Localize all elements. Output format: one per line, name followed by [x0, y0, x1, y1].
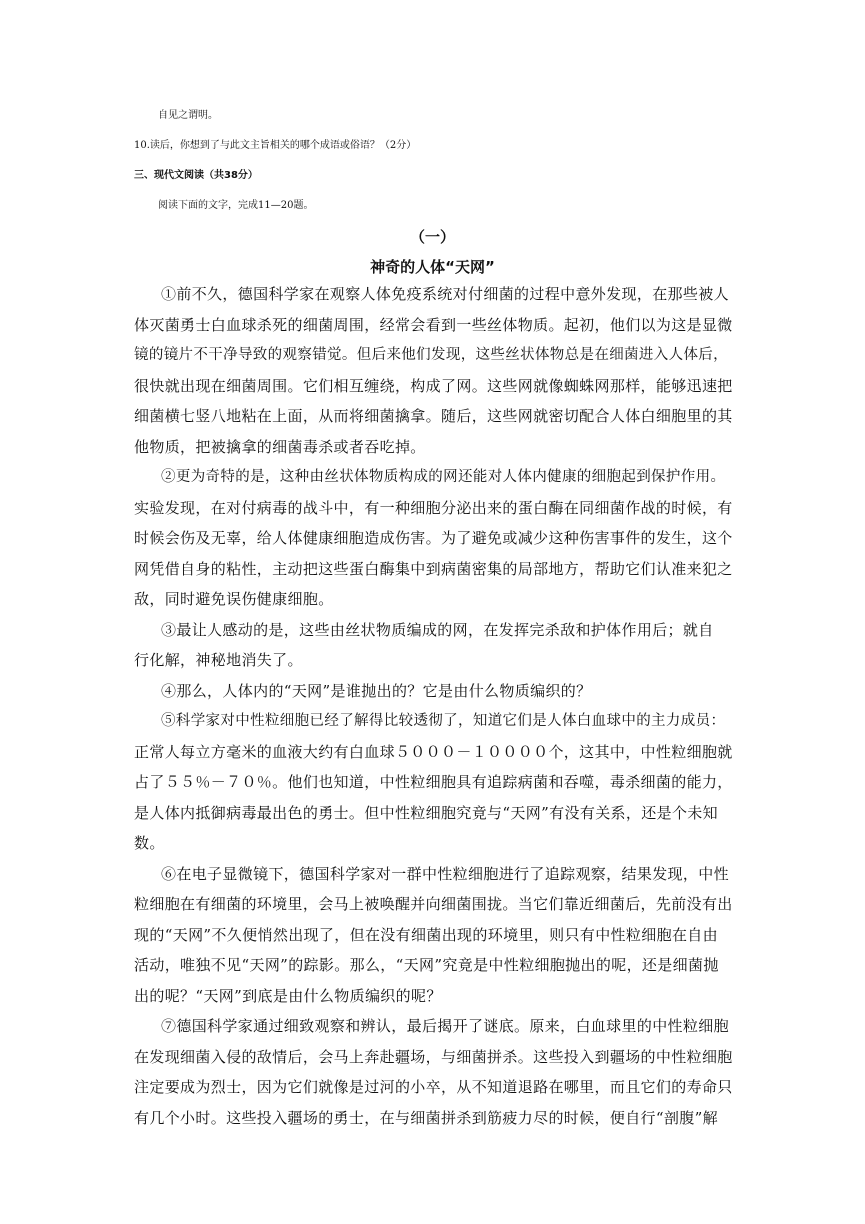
paragraph-2-line: ②更为奇特的是，这种由丝状体物质构成的网还能对人体内健康的细胞起到保护作用。	[161, 469, 726, 485]
article-title: 神奇的人体“天网”	[370, 258, 495, 276]
article-body	[134, 284, 734, 1138]
paragraph-1-line: 细菌横七竖八地粘在上面，从而将细菌擒拿。随后，这些网就密切配合人体白细胞里的其	[134, 407, 733, 425]
paragraph-6-line: 活动，唯独不见“天网”的踪影。那么，“天网”究竟是中性粒细胞抛出的呢，还是细菌抛	[134, 956, 719, 974]
paragraph-2-line: 网凭借自身的粘性，主动把这些蛋白酶集中到病菌密集的局部地方，帮助它们认准来犯之	[134, 559, 733, 578]
paragraph-5-line: ⑤科学家对中性粒细胞已经了解得比较透彻了，知道它们是人体白血球中的主力成员：	[161, 713, 726, 729]
paragraph-2-line: 实验发现，在对付病毒的战斗中，有一种细胞分泌出来的蛋白酶在同细菌作战的时候，有	[134, 498, 733, 517]
paragraph-6-line: 粒细胞在有细菌的环境里，会马上被唤醒并向细菌围拢。当它们靠近细菌后，先前没有出	[134, 895, 733, 913]
previous-answer-line: 自见之谓明。	[158, 110, 218, 121]
paragraph-6-line: 现的“天网”不久便悄然出现了，但在没有细菌出现的环境里，则只有中性粒细胞在自由	[134, 925, 718, 944]
paragraph-6-line: ⑥在电子显微镜下，德国科学家对一群中性粒细胞进行了追踪观察，结果发现，中性	[161, 864, 729, 883]
part-label: （一）	[409, 228, 455, 246]
paragraph-2-line: 时候会伤及无辜，给人体健康细胞造成伤害。为了避免或减少这种伤害事件的发生，这个	[134, 529, 733, 547]
question-10: 10.读后，你想到了与此文主旨相关的哪个成语或俗语？（2分）	[134, 140, 417, 151]
paragraph-1-line: 体灭菌勇士白血球杀死的细菌周围，经常会看到一些丝体物质。起初，他们以为这是显微	[134, 315, 733, 334]
paragraph-7-line: 有几个小时。这些投入疆场的勇士，在与细菌拼杀到筋疲力尽的时候，便自行“剖腹”解	[134, 1108, 718, 1127]
paragraph-1-line: 他物质，把被擒拿的细菌毒杀或者吞吃掉。	[134, 437, 426, 456]
reading-instruction: 阅读下面的文字，完成11—20题。	[158, 200, 314, 211]
paragraph-3-line: ③最让人感动的是，这些由丝状物质编成的网，在发挥完杀敌和护体作用后；就自	[161, 620, 714, 639]
paragraph-2-line: 敌，同时避免误伤健康细胞。	[134, 590, 334, 608]
paragraph-4-line: ④那么，人体内的“天网”是谁抛出的？它是由什么物质编织的？	[161, 681, 592, 700]
paragraph-5-line: 占了５５％－７０％。他们也知道，中性粒细胞具有追踪病菌和吞噬，毒杀细菌的能力，	[134, 773, 733, 791]
paragraph-5-line: 数。	[134, 834, 165, 852]
paragraph-5-line: 正常人每立方毫米的血液大约有白血球５０００－１００００个，这其中，中性粒细胞就	[134, 742, 733, 761]
paragraph-5-line: 是人体内抵御病毒最出色的勇士。但中性粒细胞究竟与“天网”有没有关系，还是个未知	[134, 803, 718, 822]
paragraph-1-line: 很快就出现在细菌周围。它们相互缠绕，构成了网。这些网就像蜘蛛网那样，能够迅速把	[134, 376, 733, 395]
section-heading: 三、现代文阅读（共38分）	[134, 170, 258, 181]
paragraph-7-line: 注定要成为烈士，因为它们就像是过河的小卒，从不知道退路在哪里，而且它们的寿命只	[134, 1078, 733, 1096]
paragraph-7-line: ⑦德国科学家通过细致观察和辨认，最后揭开了谜底。原来，白血球里的中性粒细胞	[161, 1017, 729, 1035]
paragraph-1-line: ①前不久，德国科学家在观察人体免疫系统对付细菌的过程中意外发现，在那些被人	[161, 285, 729, 303]
paragraph-1-line: 镜的镜片不干净导致的观察错觉。但后来他们发现，这些丝状体物总是在细菌进入人体后，	[134, 347, 728, 363]
paragraph-6-line: 出的呢？“天网”到底是由什么物质编织的呢？	[134, 986, 442, 1005]
paragraph-7-line: 在发现细菌入侵的敌情后，会马上奔赴疆场，与细菌拼杀。这些投入到疆场的中性粒细胞	[134, 1047, 733, 1066]
paragraph-3-line: 行化解，神秘地消失了。	[134, 651, 303, 669]
